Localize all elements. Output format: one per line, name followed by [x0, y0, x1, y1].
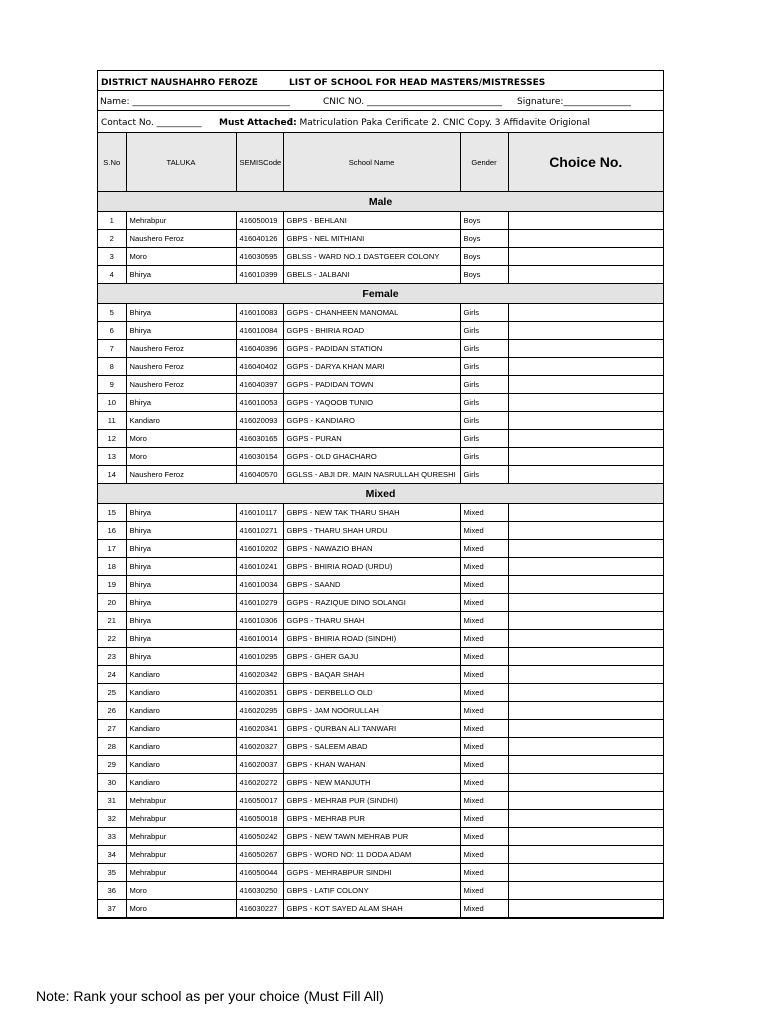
- cell-gender: Girls: [460, 430, 508, 448]
- cell-sno: 35: [98, 864, 126, 882]
- cell-school-name: GBPS - NAWAZIO BHAN: [283, 540, 460, 558]
- cell-sno: 18: [98, 558, 126, 576]
- cell-taluka: Bhirya: [126, 594, 236, 612]
- cell-semis-code: 416020272: [236, 774, 283, 792]
- cell-taluka: Naushero Feroz: [126, 230, 236, 248]
- cell-sno: 20: [98, 594, 126, 612]
- cell-school-name: GBPS - BHIRIA ROAD (SINDHI): [283, 630, 460, 648]
- cell-gender: Mixed: [460, 558, 508, 576]
- cell-school-name: GGLSS - ABJI DR. MAIN NASRULLAH QURESHI: [283, 466, 460, 484]
- section-title: Mixed: [98, 484, 663, 504]
- cell-school-name: GBPS - LATIF COLONY: [283, 882, 460, 900]
- cell-school-name: GGPS - PADIDAN STATION: [283, 340, 460, 358]
- table-row: [98, 358, 663, 376]
- cell-taluka: Bhirya: [126, 304, 236, 322]
- cell-sno: 14: [98, 466, 126, 484]
- cell-gender: Mixed: [460, 648, 508, 666]
- name-row: [98, 91, 663, 111]
- cell-semis-code: 416040570: [236, 466, 283, 484]
- cell-taluka: Mehrabpur: [126, 864, 236, 882]
- cell-semis-code: 416040402: [236, 358, 283, 376]
- table-row: [98, 594, 663, 612]
- cell-sno: 36: [98, 882, 126, 900]
- cell-school-name: GBPS - NEW TAK THARU SHAH: [283, 504, 460, 522]
- cell-taluka: Mehrabpur: [126, 212, 236, 230]
- cell-choice-input[interactable]: [508, 358, 663, 376]
- cell-taluka: Bhirya: [126, 394, 236, 412]
- table-row: [98, 810, 663, 828]
- cell-taluka: Bhirya: [126, 576, 236, 594]
- cell-semis-code: 416020295: [236, 702, 283, 720]
- cell-taluka: Moro: [126, 430, 236, 448]
- cell-gender: Mixed: [460, 666, 508, 684]
- section-title: Male: [98, 192, 663, 212]
- table-row: [98, 774, 663, 792]
- cell-choice-input[interactable]: [508, 322, 663, 340]
- table-row: [98, 466, 663, 484]
- cell-semis-code: 416050018: [236, 810, 283, 828]
- cell-taluka: Bhirya: [126, 540, 236, 558]
- cell-semis-code: 416010053: [236, 394, 283, 412]
- table-row: [98, 376, 663, 394]
- section-row-male: [98, 192, 663, 212]
- cell-semis-code: 416050267: [236, 846, 283, 864]
- cell-gender: Girls: [460, 322, 508, 340]
- cell-school-name: GGPS - THARU SHAH: [283, 612, 460, 630]
- cell-semis-code: 416010117: [236, 504, 283, 522]
- cell-semis-code: 416050242: [236, 828, 283, 846]
- cell-sno: 24: [98, 666, 126, 684]
- cell-taluka: Kandiaro: [126, 666, 236, 684]
- cell-sno: 26: [98, 702, 126, 720]
- cell-taluka: Kandiaro: [126, 702, 236, 720]
- table-row: [98, 828, 663, 846]
- cell-sno: 32: [98, 810, 126, 828]
- cell-choice-input[interactable]: [508, 376, 663, 394]
- cell-gender: Mixed: [460, 774, 508, 792]
- cell-sno: 30: [98, 774, 126, 792]
- cell-sno: 2: [98, 230, 126, 248]
- cell-sno: 5: [98, 304, 126, 322]
- cell-choice-input[interactable]: [508, 756, 663, 774]
- cell-semis-code: 416040396: [236, 340, 283, 358]
- cell-choice-input[interactable]: [508, 774, 663, 792]
- cell-semis-code: 416010083: [236, 304, 283, 322]
- cell-semis-code: 416050017: [236, 792, 283, 810]
- cell-gender: Boys: [460, 266, 508, 284]
- cell-sno: 29: [98, 756, 126, 774]
- cell-choice-input[interactable]: [508, 412, 663, 430]
- table-row: [98, 394, 663, 412]
- cell-school-name: GGPS - DARYA KHAN MARI: [283, 358, 460, 376]
- column-header-row: [98, 133, 663, 192]
- cell-sno: 3: [98, 248, 126, 266]
- cell-choice-input[interactable]: [508, 612, 663, 630]
- cell-choice-input[interactable]: [508, 684, 663, 702]
- cell-gender: Boys: [460, 230, 508, 248]
- cell-gender: Girls: [460, 448, 508, 466]
- cell-semis-code: 416050044: [236, 864, 283, 882]
- cell-school-name: GBPS - BHIRIA ROAD (URDU): [283, 558, 460, 576]
- cell-sno: 31: [98, 792, 126, 810]
- table-row: [98, 448, 663, 466]
- cell-school-name: GBPS - KOT SAYED ALAM SHAH: [283, 900, 460, 918]
- cell-school-name: GGPS - KANDIARO: [283, 412, 460, 430]
- cell-school-name: GBPS - WORD NO: 11 DODA ADAM: [283, 846, 460, 864]
- cell-choice-input[interactable]: [508, 340, 663, 358]
- table-row: [98, 212, 663, 230]
- cell-taluka: Kandiaro: [126, 756, 236, 774]
- cell-school-name: GBPS - NEW TAWN MEHRAB PUR: [283, 828, 460, 846]
- table-row: [98, 612, 663, 630]
- table-row: [98, 720, 663, 738]
- cell-semis-code: 416030250: [236, 882, 283, 900]
- cell-sno: 25: [98, 684, 126, 702]
- cell-school-name: GBPS - NEL MITHIANI: [283, 230, 460, 248]
- cell-school-name: GBPS - THARU SHAH URDU: [283, 522, 460, 540]
- contact-row: [98, 111, 663, 133]
- title-row: [98, 71, 663, 91]
- cell-semis-code: 416010271: [236, 522, 283, 540]
- cell-taluka: Naushero Feroz: [126, 376, 236, 394]
- cell-taluka: Kandiaro: [126, 738, 236, 756]
- col-header-choice-no: Choice No.: [508, 133, 663, 192]
- cell-sno: 8: [98, 358, 126, 376]
- cell-semis-code: 416010034: [236, 576, 283, 594]
- cell-semis-code: 416020341: [236, 720, 283, 738]
- cell-gender: Girls: [460, 358, 508, 376]
- cell-choice-input[interactable]: [508, 846, 663, 864]
- cell-choice-input[interactable]: [508, 212, 663, 230]
- cell-semis-code: 416020093: [236, 412, 283, 430]
- cell-sno: 33: [98, 828, 126, 846]
- cell-semis-code: 416030595: [236, 248, 283, 266]
- cell-gender: Mixed: [460, 522, 508, 540]
- cell-sno: 12: [98, 430, 126, 448]
- cell-semis-code: 416040126: [236, 230, 283, 248]
- cell-choice-input[interactable]: [508, 594, 663, 612]
- cell-gender: Mixed: [460, 738, 508, 756]
- footer-note: Note: Rank your school as per your choice (Must Fill All): [36, 988, 384, 1004]
- list-title: LIST OF SCHOOL FOR HEAD MASTERS/MISTRESSES: [289, 78, 546, 88]
- cell-taluka: Bhirya: [126, 522, 236, 540]
- cell-sno: 11: [98, 412, 126, 430]
- cell-choice-input[interactable]: [508, 792, 663, 810]
- col-header-sno: S.No: [98, 133, 126, 192]
- cell-semis-code: 416010306: [236, 612, 283, 630]
- cell-sno: 6: [98, 322, 126, 340]
- table-row: [98, 266, 663, 284]
- name-field[interactable]: Name: ___________________________________: [100, 97, 290, 107]
- cell-taluka: Naushero Feroz: [126, 358, 236, 376]
- cell-gender: Mixed: [460, 594, 508, 612]
- cell-taluka: Kandiaro: [126, 720, 236, 738]
- col-header-gender: Gender: [460, 133, 508, 192]
- cell-school-name: GGPS - YAQOOB TUNIO: [283, 394, 460, 412]
- contact-field[interactable]: Contact No. __________: [101, 118, 202, 128]
- cell-sno: 16: [98, 522, 126, 540]
- cell-sno: 19: [98, 576, 126, 594]
- table-row: [98, 738, 663, 756]
- cell-taluka: Bhirya: [126, 504, 236, 522]
- cell-choice-input[interactable]: [508, 702, 663, 720]
- table-row: [98, 304, 663, 322]
- cell-semis-code: 416030154: [236, 448, 283, 466]
- cell-gender: Mixed: [460, 540, 508, 558]
- cell-choice-input[interactable]: [508, 720, 663, 738]
- cell-school-name: GBPS - MEHRAB PUR: [283, 810, 460, 828]
- table-row: [98, 430, 663, 448]
- cell-taluka: Mehrabpur: [126, 792, 236, 810]
- cnic-field[interactable]: CNIC NO. ______________________________: [323, 97, 502, 107]
- table-row: [98, 412, 663, 430]
- cell-sno: 22: [98, 630, 126, 648]
- cell-sno: 7: [98, 340, 126, 358]
- table-row: [98, 322, 663, 340]
- cell-taluka: Mehrabpur: [126, 828, 236, 846]
- table-row: [98, 558, 663, 576]
- cell-sno: 23: [98, 648, 126, 666]
- cell-taluka: Kandiaro: [126, 412, 236, 430]
- cell-gender: Girls: [460, 394, 508, 412]
- cell-semis-code: 416050019: [236, 212, 283, 230]
- cell-taluka: Naushero Feroz: [126, 340, 236, 358]
- cell-gender: Mixed: [460, 684, 508, 702]
- cell-taluka: Bhirya: [126, 322, 236, 340]
- col-header-school-name: School Name: [283, 133, 460, 192]
- cell-sno: 34: [98, 846, 126, 864]
- cell-school-name: GBPS - NEW MANJUTH: [283, 774, 460, 792]
- cell-gender: Girls: [460, 376, 508, 394]
- cell-taluka: Kandiaro: [126, 684, 236, 702]
- table-row: [98, 230, 663, 248]
- table-row: [98, 846, 663, 864]
- cell-sno: 17: [98, 540, 126, 558]
- cell-taluka: Bhirya: [126, 648, 236, 666]
- cell-school-name: GBPS - BEHLANI: [283, 212, 460, 230]
- cell-choice-input[interactable]: [508, 522, 663, 540]
- cell-semis-code: 416020342: [236, 666, 283, 684]
- district-title: DISTRICT NAUSHAHRO FEROZE: [101, 78, 258, 88]
- cell-choice-input[interactable]: [508, 810, 663, 828]
- cell-semis-code: 416010014: [236, 630, 283, 648]
- cell-choice-input[interactable]: [508, 630, 663, 648]
- cell-taluka: Moro: [126, 248, 236, 266]
- col-header-taluka: TALUKA: [126, 133, 236, 192]
- cell-school-name: GGPS - RAZIQUE DINO SOLANGI: [283, 594, 460, 612]
- cell-gender: Boys: [460, 248, 508, 266]
- cell-gender: Mixed: [460, 792, 508, 810]
- cell-gender: Mixed: [460, 900, 508, 918]
- cell-gender: Girls: [460, 412, 508, 430]
- table-row: [98, 666, 663, 684]
- cell-taluka: Bhirya: [126, 612, 236, 630]
- table-row: [98, 900, 663, 918]
- cell-school-name: GBPS - BAQAR SHAH: [283, 666, 460, 684]
- table-row: [98, 756, 663, 774]
- cell-taluka: Bhirya: [126, 630, 236, 648]
- cell-gender: Mixed: [460, 504, 508, 522]
- cell-gender: Boys: [460, 212, 508, 230]
- table-row: [98, 540, 663, 558]
- table-row: [98, 522, 663, 540]
- cell-school-name: GGPS - MEHRABPUR SINDHI: [283, 864, 460, 882]
- cell-school-name: GGPS - CHANHEEN MANOMAL: [283, 304, 460, 322]
- cell-gender: Mixed: [460, 630, 508, 648]
- cell-choice-input[interactable]: [508, 466, 663, 484]
- cell-sno: 10: [98, 394, 126, 412]
- cell-taluka: Mehrabpur: [126, 810, 236, 828]
- table-row: [98, 684, 663, 702]
- cell-semis-code: 416010399: [236, 266, 283, 284]
- cell-school-name: GBPS - DERBELLO OLD: [283, 684, 460, 702]
- cell-school-name: GBPS - QURBAN ALI TANWARI: [283, 720, 460, 738]
- cell-gender: Mixed: [460, 756, 508, 774]
- cell-school-name: GBPS - JAM NOORULLAH: [283, 702, 460, 720]
- cell-taluka: Moro: [126, 448, 236, 466]
- cell-choice-input[interactable]: [508, 738, 663, 756]
- cell-choice-input[interactable]: [508, 666, 663, 684]
- table-row: [98, 882, 663, 900]
- cell-gender: Mixed: [460, 576, 508, 594]
- cell-semis-code: 416020351: [236, 684, 283, 702]
- cell-gender: Mixed: [460, 846, 508, 864]
- table-row: [98, 864, 663, 882]
- cell-semis-code: 416020037: [236, 756, 283, 774]
- cell-school-name: GGPS - PURAN: [283, 430, 460, 448]
- cell-choice-input[interactable]: [508, 864, 663, 882]
- cell-choice-input[interactable]: [508, 230, 663, 248]
- col-header-semis-code: SEMISCode: [236, 133, 283, 192]
- must-attached-label: Must Attached:: [219, 118, 297, 128]
- cell-choice-input[interactable]: [508, 882, 663, 900]
- cell-taluka: Naushero Feroz: [126, 466, 236, 484]
- cell-gender: Mixed: [460, 702, 508, 720]
- cell-semis-code: 416010279: [236, 594, 283, 612]
- section-title: Female: [98, 284, 663, 304]
- cell-sno: 15: [98, 504, 126, 522]
- cell-gender: Mixed: [460, 612, 508, 630]
- cell-semis-code: 416030227: [236, 900, 283, 918]
- cell-choice-input[interactable]: [508, 828, 663, 846]
- cell-taluka: Moro: [126, 900, 236, 918]
- cell-choice-input[interactable]: [508, 394, 663, 412]
- cell-choice-input[interactable]: [508, 540, 663, 558]
- cell-choice-input[interactable]: [508, 648, 663, 666]
- cell-sno: 37: [98, 900, 126, 918]
- cell-semis-code: 416010295: [236, 648, 283, 666]
- cell-school-name: GBPS - SALEEM ABAD: [283, 738, 460, 756]
- cell-school-name: GGPS - BHIRIA ROAD: [283, 322, 460, 340]
- cell-choice-input[interactable]: [508, 248, 663, 266]
- cell-school-name: GBPS - SAAND: [283, 576, 460, 594]
- cell-sno: 1: [98, 212, 126, 230]
- table-row: [98, 702, 663, 720]
- cell-sno: 28: [98, 738, 126, 756]
- cell-choice-input[interactable]: [508, 558, 663, 576]
- table-body: [98, 192, 663, 918]
- cell-taluka: Kandiaro: [126, 774, 236, 792]
- cell-school-name: GGPS - PADIDAN TOWN: [283, 376, 460, 394]
- school-list-sheet: [97, 70, 664, 919]
- table-row: [98, 792, 663, 810]
- cell-choice-input[interactable]: [508, 900, 663, 918]
- cell-semis-code: 416020327: [236, 738, 283, 756]
- cell-gender: Girls: [460, 304, 508, 322]
- cell-semis-code: 416030165: [236, 430, 283, 448]
- school-table: [98, 133, 663, 918]
- cell-choice-input[interactable]: [508, 304, 663, 322]
- table-row: [98, 340, 663, 358]
- cell-gender: Mixed: [460, 882, 508, 900]
- cell-school-name: GBLSS - WARD NO.1 DASTGEER COLONY: [283, 248, 460, 266]
- table-row: [98, 504, 663, 522]
- signature-field[interactable]: Signature:_______________: [517, 97, 631, 107]
- cell-semis-code: 416040397: [236, 376, 283, 394]
- cell-choice-input[interactable]: [508, 430, 663, 448]
- cell-school-name: GBPS - MEHRAB PUR (SINDHI): [283, 792, 460, 810]
- cell-gender: Mixed: [460, 828, 508, 846]
- cell-taluka: Moro: [126, 882, 236, 900]
- section-row-mixed: [98, 484, 663, 504]
- table-row: [98, 576, 663, 594]
- cell-taluka: Bhirya: [126, 266, 236, 284]
- cell-choice-input[interactable]: [508, 504, 663, 522]
- cell-school-name: GGPS - OLD GHACHARO: [283, 448, 460, 466]
- cell-sno: 27: [98, 720, 126, 738]
- cell-choice-input[interactable]: [508, 448, 663, 466]
- cell-sno: 21: [98, 612, 126, 630]
- cell-semis-code: 416010084: [236, 322, 283, 340]
- cell-gender: Mixed: [460, 720, 508, 738]
- cell-taluka: Mehrabpur: [126, 846, 236, 864]
- cell-semis-code: 416010241: [236, 558, 283, 576]
- cell-choice-input[interactable]: [508, 266, 663, 284]
- cell-taluka: Bhirya: [126, 558, 236, 576]
- cell-sno: 4: [98, 266, 126, 284]
- cell-school-name: GBELS - JALBANI: [283, 266, 460, 284]
- cell-gender: Mixed: [460, 810, 508, 828]
- must-attached-text: 1. Matriculation Paka Cerificate 2. CNIC Copy. 3 Affidavite Origional: [288, 118, 590, 128]
- cell-semis-code: 416010202: [236, 540, 283, 558]
- cell-school-name: GBPS - GHER GAJU: [283, 648, 460, 666]
- cell-gender: Mixed: [460, 864, 508, 882]
- cell-choice-input[interactable]: [508, 576, 663, 594]
- cell-gender: Girls: [460, 340, 508, 358]
- table-row: [98, 630, 663, 648]
- cell-school-name: GBPS - KHAN WAHAN: [283, 756, 460, 774]
- cell-sno: 9: [98, 376, 126, 394]
- table-row: [98, 248, 663, 266]
- section-row-female: [98, 284, 663, 304]
- cell-sno: 13: [98, 448, 126, 466]
- cell-gender: Girls: [460, 466, 508, 484]
- table-row: [98, 648, 663, 666]
